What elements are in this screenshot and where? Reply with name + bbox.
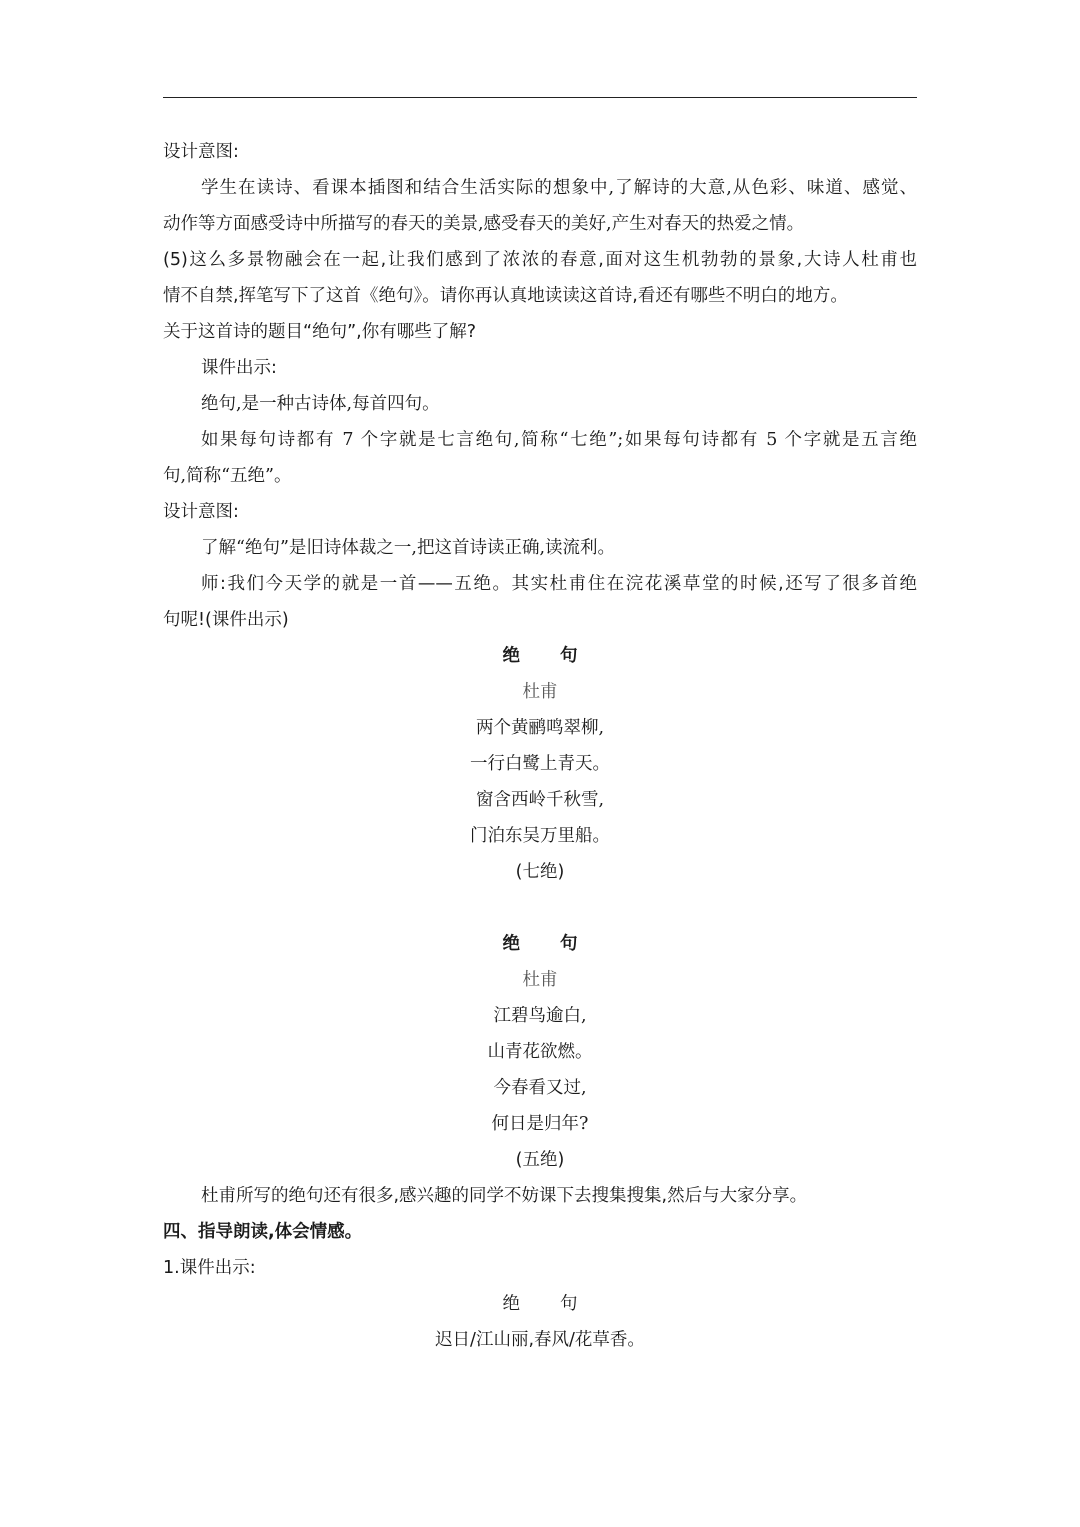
poem-title: 绝 句 xyxy=(502,1294,578,1314)
design-intent-heading-2: 设计意图: xyxy=(163,502,239,522)
poem-line: 江碧鸟逾白, xyxy=(493,1006,587,1026)
poem-wujue xyxy=(163,926,917,1178)
design-intent-heading: 设计意图: xyxy=(163,142,239,162)
document-body xyxy=(163,134,917,1358)
poem-line: 何日是归年? xyxy=(491,1114,589,1134)
courseware-item-1: 1.课件出示: xyxy=(163,1258,256,1278)
poem-qijue xyxy=(163,638,917,890)
design-intent-paragraph-2: 了解“绝句”是旧诗体裁之一,把这首诗读正确,读流利。 xyxy=(201,538,616,558)
jueju-types-line2: 句,简称“五绝”。 xyxy=(163,466,292,486)
section-heading-4: 四、指导朗读,体会情感。 xyxy=(163,1222,363,1242)
question5-line2: 情不自禁,挥笔写下了这首《绝句》。请你再认真地读读这首诗,看还有哪些不明白的地方。 xyxy=(163,286,848,306)
header-rule xyxy=(163,97,917,98)
jueju-definition: 绝句,是一种古诗体,每首四句。 xyxy=(201,394,440,414)
courseware-label: 课件出示: xyxy=(201,358,277,378)
poem-line-with-pauses: 迟日/江山丽,春风/花草香。 xyxy=(435,1330,645,1350)
poem-line: 门泊东吴万里船。 xyxy=(470,826,610,846)
poem-reading-guide xyxy=(163,1286,917,1358)
poem-form: (七绝) xyxy=(515,862,565,882)
teacher-line1: 师:我们今天学的就是一首——五绝。其实杜甫住在浣花溪草堂的时候,还写了很多首绝 xyxy=(201,574,917,594)
design-intent-paragraph-line1: 学生在读诗、看课本插图和结合生活实际的想象中,了解诗的大意,从色彩、味道、感觉、 xyxy=(201,178,917,198)
share-paragraph: 杜甫所写的绝句还有很多,感兴趣的同学不妨课下去搜集搜集,然后与大家分享。 xyxy=(201,1186,808,1206)
poem-line: 窗含西岭千秋雪, xyxy=(475,790,605,810)
poem-line: 一行白鹭上青天。 xyxy=(470,754,610,774)
jueju-types-line1: 如果每句诗都有 7 个字就是七言绝句,简称“七绝”;如果每句诗都有 5 个字就是五言绝 xyxy=(201,430,917,450)
poem-line: 今春看又过, xyxy=(493,1078,587,1098)
poem-author: 杜甫 xyxy=(522,682,558,702)
poem-line: 山青花欲燃。 xyxy=(487,1042,593,1062)
poem-title: 绝 句 xyxy=(502,934,578,954)
poem-form: (五绝) xyxy=(515,1150,565,1170)
question5-line1: (5)这么多景物融会在一起,让我们感到了浓浓的春意,面对这生机勃勃的景象,大诗人杜甫也 xyxy=(163,250,917,270)
design-intent-paragraph-line2: 动作等方面感受诗中所描写的春天的美景,感受春天的美好,产生对春天的热爱之情。 xyxy=(163,214,805,234)
question5-line3: 关于这首诗的题目“绝句”,你有哪些了解? xyxy=(163,322,476,342)
poem-line: 两个黄鹂鸣翠柳, xyxy=(475,718,605,738)
poem-author: 杜甫 xyxy=(522,970,558,990)
teacher-line2: 句呢!(课件出示) xyxy=(163,610,289,630)
poem-title: 绝 句 xyxy=(502,646,578,666)
